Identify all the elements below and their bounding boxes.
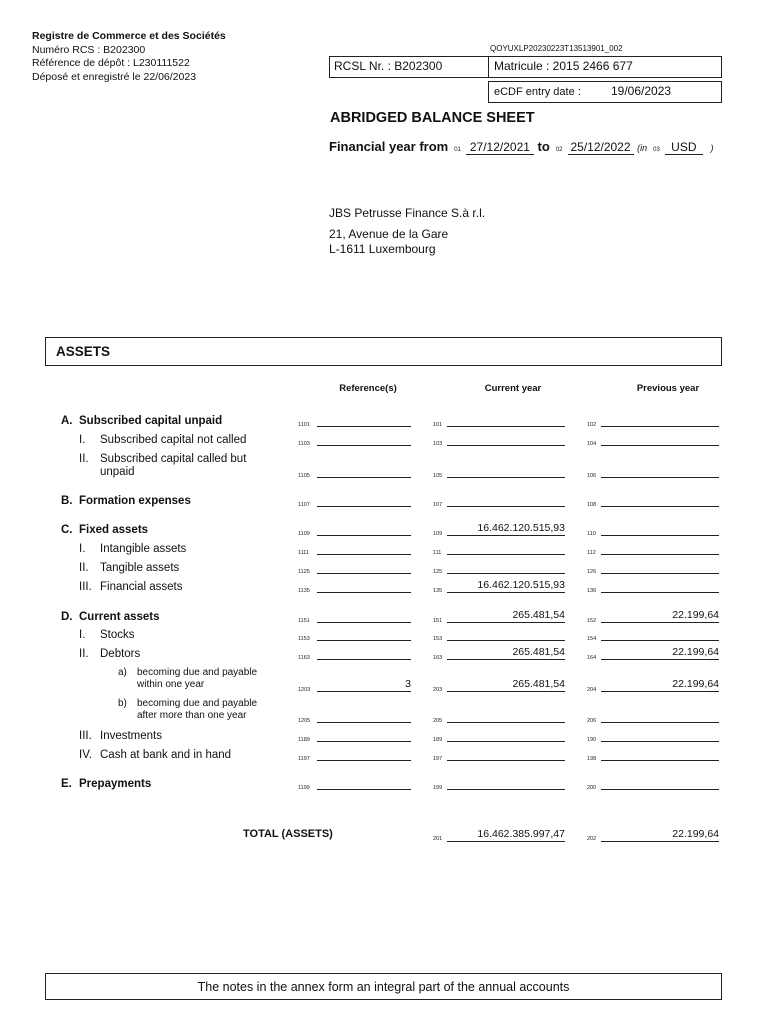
row-label-line: Investments [100,730,162,742]
row-label [100,581,182,594]
current-year-field [447,432,565,446]
reference-field: 3 [317,678,411,692]
total-previous-year: 22.199,64 [601,828,719,842]
row-numeral: I. [79,629,86,641]
currency-code: 03 [653,147,660,153]
total-current-year: 16.462.385.997,47 [447,828,565,842]
reference-field [317,776,411,790]
row-code-current: 101 [433,422,443,428]
reference-field [317,464,411,478]
row-numeral: II. [79,453,89,465]
row-code-previous: 126 [587,569,597,575]
previous-year-field [601,728,719,742]
from-code: 01 [454,147,461,153]
in-label: (in [637,143,648,153]
row-code-reference: 1101 [298,422,310,428]
row-code-reference: 1199 [298,785,310,791]
row-label [137,698,257,722]
row-label-line: Cash at bank and in hand [100,749,232,761]
row-label-line: after more than one year [137,710,247,721]
row-code-previous: 110 [587,531,596,537]
row-code-reference: 1163 [298,655,310,661]
currency: USD [665,140,703,155]
row-code-current: 135 [433,588,443,594]
row-code-reference: 1111 [298,550,310,556]
reference-field [317,493,411,507]
close-paren: ) [710,143,714,153]
row-code-reference: 1125 [298,569,310,575]
row-label-line: Financial assets [100,581,183,593]
reference-field [317,709,411,723]
row-label [100,562,179,575]
row-code-current: 103 [433,441,443,447]
row-code-reference: 1103 [298,441,310,447]
current-year-field [447,541,565,555]
deposit-reference: Référence de dépôt : L230111522 [32,57,190,69]
row-code-current: 109 [433,531,443,537]
previous-year-field [601,560,719,574]
row-code-current: 189 [433,737,443,743]
row-letter: B. [61,495,73,507]
row-label: Prepayments [79,778,152,790]
row-code-reference: 1109 [298,531,310,537]
row-code-previous: 204 [587,687,597,693]
current-year-field [447,709,565,723]
from-date: 27/12/2021 [466,140,534,155]
row-label-line: Debtors [100,648,141,660]
row-label-line: within one year [137,679,205,690]
row-letter: E. [61,778,72,790]
row-code-previous: 102 [587,422,597,428]
current-year-field [447,560,565,574]
row-code-current: 153 [433,636,443,642]
row-code-reference: 1153 [298,636,310,642]
row-code-current: 199 [433,785,443,791]
current-year-field [447,728,565,742]
to-label: to [537,139,550,154]
rcsl-box [329,56,489,78]
row-code-previous: 154 [587,636,597,642]
row-letter: A. [61,415,73,427]
row-code-previous: 190 [587,737,597,743]
page-title: ABRIDGED BALANCE SHEET [330,110,535,126]
reference-field [317,747,411,761]
row-label [100,629,135,642]
current-year-field: 16.462.120.515,93 [447,522,565,536]
row-code-previous: 198 [587,756,597,762]
row-numeral: IV. [79,749,93,761]
previous-year-field [601,709,719,723]
company-name: JBS Petrusse Finance S.à r.l. [329,206,486,220]
row-label-line: Stocks [100,629,135,641]
row-label-line: unpaid [100,466,135,478]
previous-year-field [601,776,719,790]
row-subletter: a) [118,667,127,678]
row-code-current: 151 [433,618,443,624]
current-year-field [447,493,565,507]
row-code-current: 197 [433,756,443,762]
matricule: Matricule : 2015 2466 677 [494,59,633,73]
row-label: Fixed assets [79,524,149,536]
current-year-field [447,747,565,761]
financial-year-label: Financial year from [329,139,449,154]
company-street: 21, Avenue de la Gare [329,227,449,241]
previous-year-field [601,464,719,478]
reference-field [317,646,411,660]
total-code-current: 201 [433,836,443,842]
current-year-field: 265.481,54 [447,609,565,623]
row-code-previous: 106 [587,473,597,479]
row-label [137,667,257,691]
row-label [100,543,186,556]
column-header-references: Reference(s) [339,383,397,394]
reference-field [317,627,411,641]
financial-year [329,139,713,155]
row-code-reference: 1203 [298,687,311,693]
row-numeral: III. [79,581,92,593]
row-numeral: III. [79,730,92,742]
reference-field [317,432,411,446]
row-code-current: 203 [433,687,443,693]
previous-year-field [601,413,719,427]
row-label: Current assets [79,611,160,623]
current-year-field [447,464,565,478]
row-label-line: Subscribed capital called but [100,453,247,465]
row-numeral: II. [79,562,89,574]
filed-date: Déposé et enregistré le 22/06/2023 [32,70,197,83]
current-year-field: 265.481,54 [447,678,565,692]
row-label [100,749,231,762]
reference-field [317,609,411,623]
footer-note: The notes in the annex form an integral part of the annual accounts [197,980,570,994]
row-numeral: I. [79,543,86,555]
row-code-current: 111 [433,550,442,556]
reference-field [317,560,411,574]
current-year-field: 265.481,54 [447,646,565,660]
row-code-previous: 164 [587,655,597,661]
column-header-current-year: Current year [484,383,542,394]
to-code: 02 [555,147,563,153]
row-code-current: 107 [433,502,443,508]
row-label-line: Subscribed capital not called [100,434,247,446]
previous-year-field: 22.199,64 [601,609,719,623]
row-code-current: 105 [433,473,443,479]
ecdf-box [488,81,722,103]
row-label: Subscribed capital unpaid [79,415,223,427]
row-code-current: 125 [433,569,443,575]
current-year-field [447,413,565,427]
row-code-reference: 1205 [298,718,311,724]
row-numeral: II. [79,648,89,660]
row-code-current: 205 [433,718,443,724]
rcsl-number: RCSL Nr. : B202300 [334,59,443,73]
row-code-previous: 112 [587,550,596,556]
previous-year-field [601,541,719,555]
row-label-line: becoming due and payable [137,667,258,678]
total-code-previous: 202 [587,836,597,842]
row-subletter: b) [118,698,127,709]
row-code-reference: 1197 [298,756,310,762]
assets-section-header [45,337,722,366]
current-year-field [447,776,565,790]
row-code-reference: 1107 [298,502,310,508]
previous-year-field [601,432,719,446]
document-code: QOYUXLP20230223T13513901_002 [490,44,623,53]
previous-year-field [601,747,719,761]
current-year-field: 16.462.120.515,93 [447,579,565,593]
row-code-reference: 1105 [298,473,310,479]
reference-field [317,579,411,593]
row-code-reference: 1135 [298,588,310,594]
reference-field [317,541,411,555]
row-code-previous: 108 [587,502,597,508]
current-year-field [447,627,565,641]
row-code-current: 163 [433,655,443,661]
row-label-line: becoming due and payable [137,698,258,709]
row-code-previous: 200 [587,785,597,791]
row-code-previous: 104 [587,441,597,447]
row-code-previous: 206 [587,718,597,724]
row-code-previous: 152 [587,618,597,624]
previous-year-field [601,522,719,536]
previous-year-field: 22.199,64 [601,646,719,660]
rcs-number: Numéro RCS : B202300 [32,43,146,56]
section-title: ASSETS [56,344,111,359]
row-label-line: Tangible assets [100,562,180,574]
row-label [100,434,246,447]
matricule-box [488,56,722,78]
row-letter: D. [61,611,73,623]
previous-year-field [601,579,719,593]
row-label [100,648,140,661]
to-date: 25/12/2022 [568,140,634,155]
total-assets-label: TOTAL (ASSETS) [243,828,333,840]
row-label [100,453,246,479]
row-numeral: I. [79,434,86,446]
row-letter: C. [61,524,73,536]
company-address [329,206,485,257]
ecdf-label: eCDF entry date : [494,86,581,98]
row-code-reference: 1189 [298,737,310,743]
registry-title: Registre de Commerce et des Sociétés [32,30,226,42]
row-label-line: Intangible assets [100,543,187,555]
ecdf-date: 19/06/2023 [611,84,672,98]
footer-note-box [45,973,722,1000]
row-code-reference: 1151 [298,618,310,624]
column-header-previous-year: Previous year [636,383,700,394]
row-label [100,730,162,743]
previous-year-field: 22.199,64 [601,678,719,692]
row-label: Formation expenses [79,495,191,507]
reference-field [317,522,411,536]
reference-field [317,728,411,742]
company-city: L-1611 Luxembourg [329,242,436,256]
previous-year-field [601,493,719,507]
registry-info [32,30,226,84]
previous-year-field [601,627,719,641]
reference-field [317,413,411,427]
row-code-previous: 136 [587,588,597,594]
